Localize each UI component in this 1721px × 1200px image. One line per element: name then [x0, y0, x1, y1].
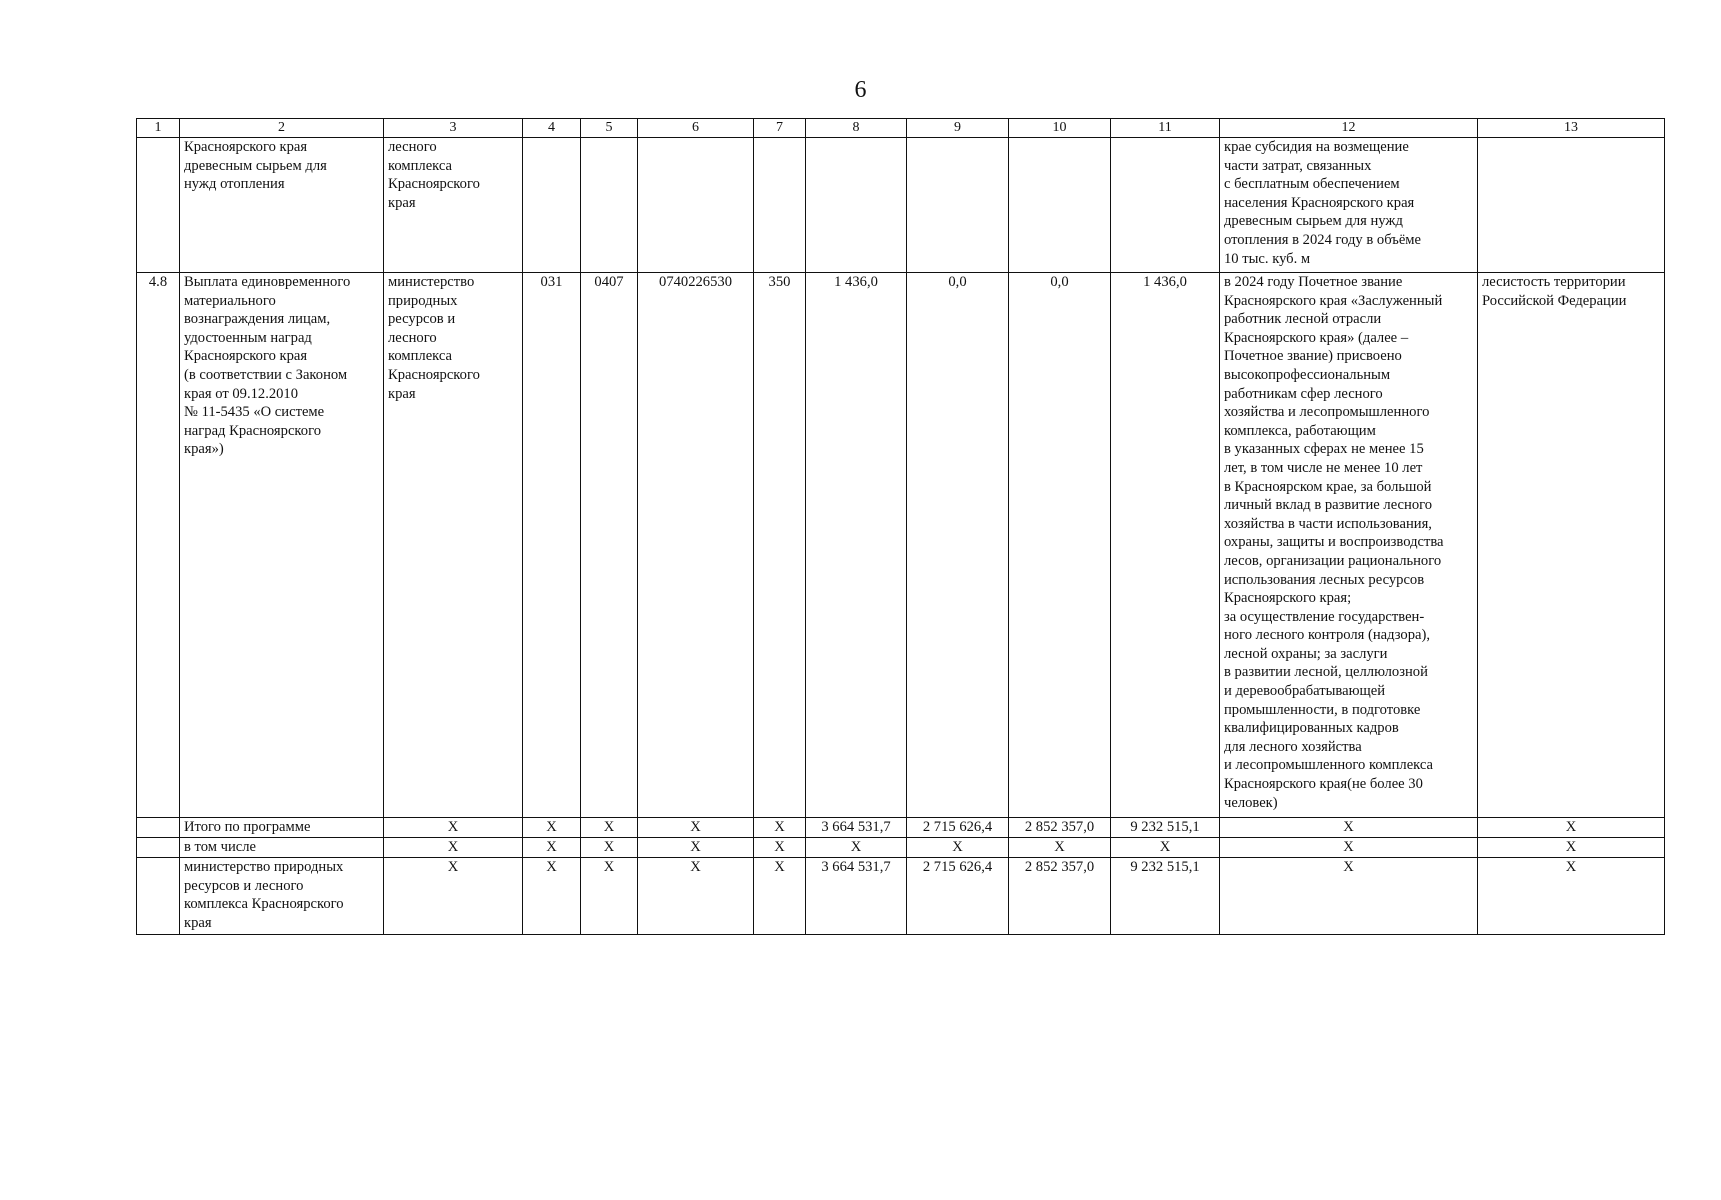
cell-vr — [754, 138, 806, 273]
cell-x-mark: X — [523, 838, 581, 858]
column-number: 3 — [384, 119, 523, 138]
cell-number — [137, 138, 180, 273]
cell-amount-year3: 2 852 357,0 — [1009, 858, 1111, 935]
cell-amount-total: 9 232 515,1 — [1111, 818, 1220, 838]
table-row-4-8 — [137, 273, 1665, 818]
column-number: 6 — [638, 119, 754, 138]
cell-amount-total: 9 232 515,1 — [1111, 858, 1220, 935]
cell-amount-total — [1111, 138, 1220, 273]
column-number-row — [137, 119, 1665, 138]
column-number: 2 — [180, 119, 384, 138]
cell-amount-year2: 2 715 626,4 — [907, 858, 1009, 935]
cell-x-mark: X — [384, 818, 523, 838]
column-number: 8 — [806, 119, 907, 138]
cell-amount-year1: 1 436,0 — [806, 273, 907, 818]
cell-csr — [638, 138, 754, 273]
cell-csr: 0740226530 — [638, 273, 754, 818]
cell-amount-year3: 0,0 — [1009, 273, 1111, 818]
cell-including-label: в том числе — [180, 838, 384, 858]
cell-x-mark: X — [806, 838, 907, 858]
cell-amount-year1: 3 664 531,7 — [806, 818, 907, 838]
cell-executor: лесного комплекса Красноярского края — [384, 138, 523, 273]
cell-x-mark: X — [523, 818, 581, 838]
cell-amount-total: 1 436,0 — [1111, 273, 1220, 818]
cell-x-mark: X — [754, 858, 806, 935]
cell-x-mark: X — [523, 858, 581, 935]
cell-x-mark: X — [1478, 818, 1665, 838]
cell-x-mark: X — [638, 818, 754, 838]
column-number: 13 — [1478, 119, 1665, 138]
cell-indicator — [1478, 138, 1665, 273]
cell-x-mark: X — [638, 838, 754, 858]
cell-number — [137, 838, 180, 858]
cell-measure-name: Красноярского края древесным сырьем для нужд отопления — [180, 138, 384, 273]
cell-amount-year1: 3 664 531,7 — [806, 858, 907, 935]
table-row-ministry — [137, 858, 1665, 935]
column-number: 12 — [1220, 119, 1478, 138]
cell-x-mark: X — [1009, 838, 1111, 858]
column-number: 7 — [754, 119, 806, 138]
column-number: 5 — [581, 119, 638, 138]
cell-x-mark: X — [1220, 858, 1478, 935]
cell-amount-year3 — [1009, 138, 1111, 273]
cell-vr: 350 — [754, 273, 806, 818]
column-number: 10 — [1009, 119, 1111, 138]
cell-x-mark: X — [1111, 838, 1220, 858]
cell-amount-year2 — [907, 138, 1009, 273]
cell-x-mark: X — [581, 838, 638, 858]
cell-number — [137, 858, 180, 935]
column-number: 4 — [523, 119, 581, 138]
cell-x-mark: X — [1478, 838, 1665, 858]
cell-x-mark: X — [1220, 838, 1478, 858]
cell-x-mark: X — [754, 818, 806, 838]
cell-x-mark: X — [1220, 818, 1478, 838]
cell-x-mark: X — [581, 858, 638, 935]
cell-x-mark: X — [907, 838, 1009, 858]
cell-x-mark: X — [384, 858, 523, 935]
cell-number — [137, 818, 180, 838]
cell-expected-result: крае субсидия на возмещение части затрат, связанных с бесплатным обеспечением населения Красноярского края древесным сырьем для нужд отопления в 2024 году в объёме 10 тыс. куб. м — [1220, 138, 1478, 273]
program-table — [136, 118, 1665, 935]
cell-grbs — [523, 138, 581, 273]
column-number: 11 — [1111, 119, 1220, 138]
table-row-including — [137, 838, 1665, 858]
page-number: 6 — [854, 77, 867, 103]
cell-x-mark: X — [638, 858, 754, 935]
cell-rzpr — [581, 138, 638, 273]
table-row-total — [137, 818, 1665, 838]
column-number: 9 — [907, 119, 1009, 138]
cell-x-mark: X — [754, 838, 806, 858]
cell-amount-year1 — [806, 138, 907, 273]
cell-rzpr: 0407 — [581, 273, 638, 818]
cell-amount-year3: 2 852 357,0 — [1009, 818, 1111, 838]
cell-measure-name: Выплата единовременного материального вознаграждения лицам, удостоенным наград Красноярского края (в соответствии с Законом края от 09.12.2010 № 11-5435 «О системе наград Красноярского края») — [180, 273, 384, 818]
cell-ministry-label: министерство природных ресурсов и лесного комплекса Красноярского края — [180, 858, 384, 935]
cell-executor: министерство природных ресурсов и лесного комплекса Красноярского края — [384, 273, 523, 818]
cell-total-label: Итого по программе — [180, 818, 384, 838]
cell-indicator: лесистость территории Российской Федерации — [1478, 273, 1665, 818]
table-row-continued — [137, 138, 1665, 273]
cell-amount-year2: 2 715 626,4 — [907, 818, 1009, 838]
column-number: 1 — [137, 119, 180, 138]
cell-expected-result: в 2024 году Почетное звание Красноярского края «Заслуженный работник лесной отрасли Красноярского края» (далее – Почетное звание) присвоено высокопрофессиональным работникам сфер лесного хозяйства и лесопромышленного комплекса, работающим в указанных сферах не менее 15 лет, в том числе не менее 10 лет в Красноярском крае, за большой личный вклад в развитие лесного хозяйства в части использования, охраны, защиты и воспроизводства лесов, организации рационального использования лесных ресурсов Красноярского края; за осуществление государствен- ного лесного контроля (надзора), лесной охраны; за заслуги в развитии лесной, целлюлозной и деревообрабатывающей промышленности, в подготовке квалифицированных кадров для лесного хозяйства и лесопромышленного комплекса Красноярского края(не более 30 человек) — [1220, 273, 1478, 818]
cell-x-mark: X — [1478, 858, 1665, 935]
cell-grbs: 031 — [523, 273, 581, 818]
cell-number: 4.8 — [137, 273, 180, 818]
cell-x-mark: X — [581, 818, 638, 838]
cell-x-mark: X — [384, 838, 523, 858]
cell-amount-year2: 0,0 — [907, 273, 1009, 818]
